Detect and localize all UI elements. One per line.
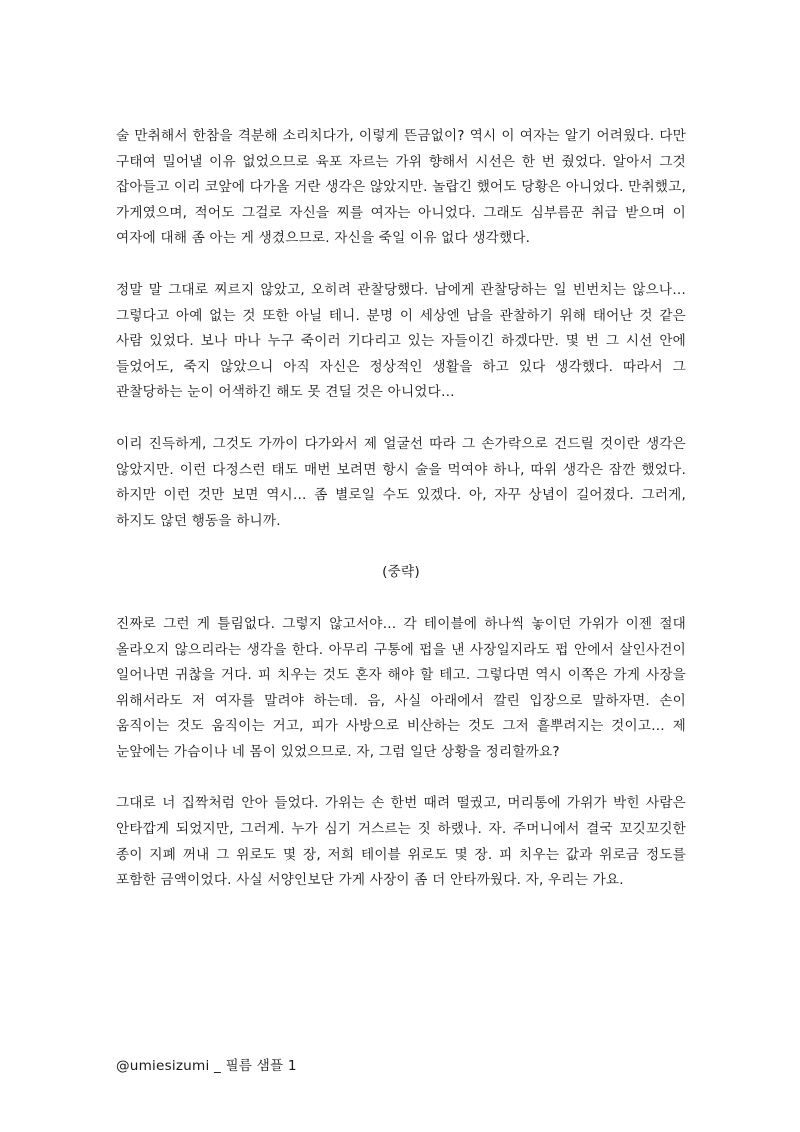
footer-credit: @umiesizumi _ 필름 샘플 1 [116, 1058, 297, 1074]
paragraph-5: 그대로 너 집짝처럼 안아 들었다. 가위는 손 한번 때려 떨궜고, 머리통에 가위가 박힌 사람은 안타깝게 되었지만, 그러게. 누가 심기 거스르는 짓 하랬나. 자. 주머니에서 결국 꼬깃꼬깃한 종이 지폐 꺼내 그 위로도 몇 장, 저희 테이블 위로도 몇 장. 피 치우는 값과 위로금 정도를 포함한 금액이었다. 사실 서양인보단 가게 사장이 좀 더 안타까웠다. 자, 우리는 가요. [116, 795, 686, 889]
paragraph-4: 진짜로 그런 게 틀림없다. 그렇지 않고서야… 각 테이블에 하나씩 놓이던 가위가 이젠 절대 올라오지 않으리라는 생각을 한다. 아무리 구통에 펍을 낸 사장일지라도 펍 안에서 살인사건이 일어나면 귀찮을 거다. 피 치우는 것도 혼자 해야 할 테고. 그렇다면 역시 이쪽은 가게 사장을 위해서라도 저 여자를 말려야 하는데. 음, 사실 아래에서 깔린 입장으로 말하자면. 손이 움직이는 것도 움직이는 거고, 피가 사방으로 비산하는 것도 그저 흩뿌려지는 것이고… 제 눈앞에는 가슴이나 네 몸이 있었으므로. 자, 그럼 일단 상황을 정리할까요? [116, 615, 686, 760]
paragraph-2: 정말 말 그대로 찌르지 않았고, 오히려 관찰당했다. 남에게 관찰당하는 일 빈번치는 않으나… 그렇다고 아예 없는 것 또한 아닐 테니. 분명 이 세상엔 남을 관찰하기 위해 태어난 것 같은 사람 있었다. 보나 마나 누구 죽이러 기다리고 있는 자들이긴 하겠다만. 몇 번 그 시선 안에 들었어도, 죽지 않았으니 아직 자신은 정상적인 생활을 하고 있다 생각했다. 따라서 그 관찰당하는 눈이 어색하긴 해도 못 견딜 것은 아니었다… [116, 281, 686, 401]
paragraph-1: 술 만취해서 한참을 격분해 소리치다가, 이렇게 뜬금없이? 역시 이 여자는 알기 어려웠다. 다만 구태여 밀어낼 이유 없었으므로 육포 자르는 가위 향해서 시선은 한 번 줬었다. 알아서 그것 잡아들고 이리 코앞에 다가올 거란 생각은 않았지만. 놀랍긴 했어도 당황은 아니었다. 만취했고, 가게였으며, 적어도 그걸로 자신을 찌를 여자는 아니었다. 그래도 심부름꾼 취급 받으며 이 여자에 대해 좀 아는 게 생겼으므로. 자신을 죽일 이유 없다 생각했다. [116, 128, 686, 247]
paragraph-3: 이리 진득하게, 그것도 가까이 다가와서 제 얼굴선 따라 그 손가락으로 건드릴 것이란 생각은 않았지만. 이런 다정스런 태도 매번 보려면 항시 술을 먹여야 하나, 따위 생각은 잠깐 했었다. 하지만 이런 것만 보면 역시… 좀 별로일 수도 있겠다. 아, 자꾸 상념이 길어졌다. 그러게, 하지도 않던 행동을 하니까. [116, 435, 686, 529]
manuscript-body [116, 124, 686, 894]
omission-marker: (중략) [382, 564, 420, 581]
